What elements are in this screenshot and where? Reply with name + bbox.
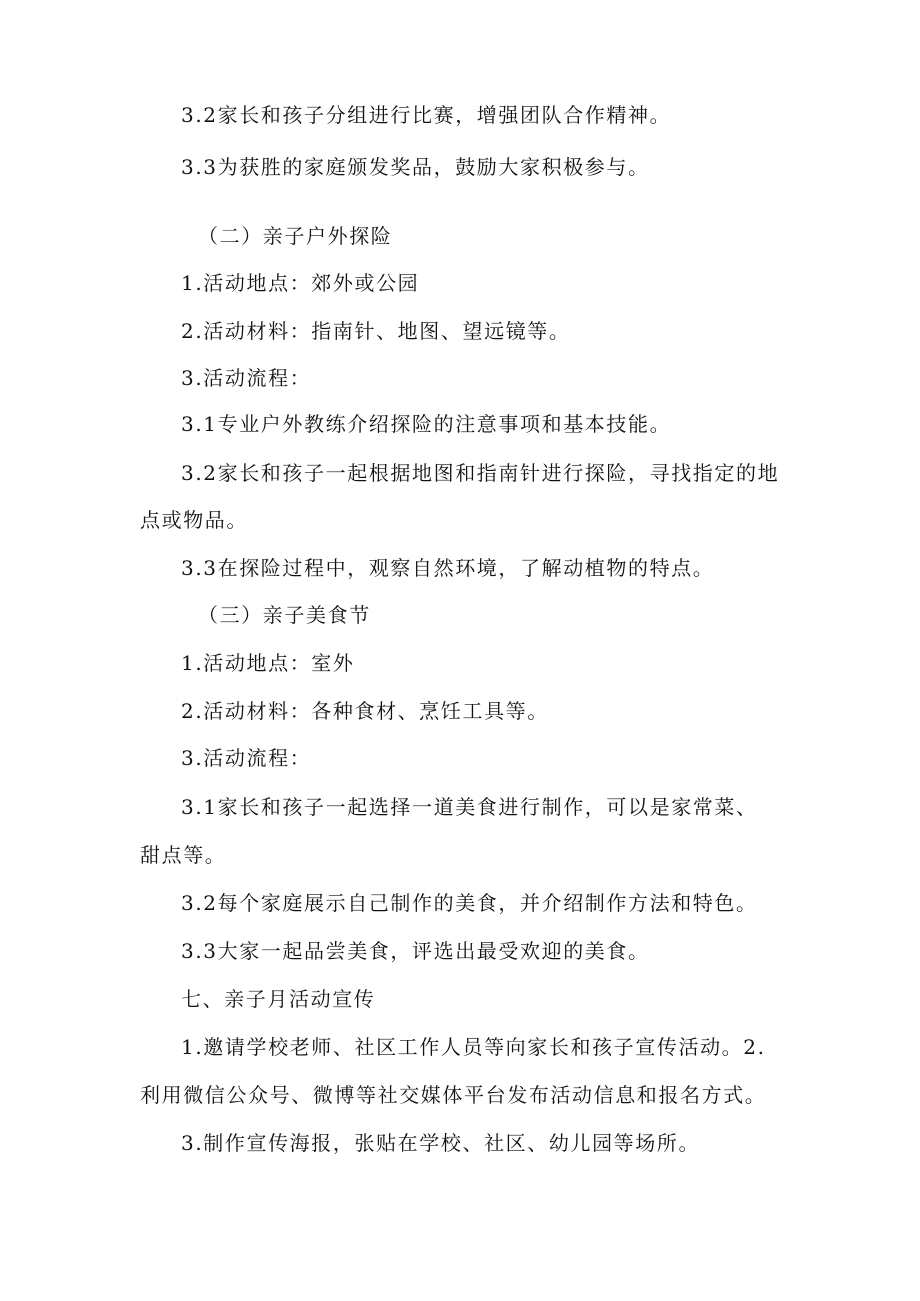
paragraph-line: 点或物品。 (140, 508, 248, 532)
paragraph-line: 1.邀请学校老师、社区工作人员等向家长和孩子宣传活动。2. (181, 1035, 766, 1059)
paragraph-line: 甜点等。 (140, 843, 227, 867)
paragraph-line: 3.活动流程： (181, 366, 312, 390)
paragraph-line: 3.3为获胜的家庭颁发奖品，鼓励大家积极参与。 (181, 155, 650, 179)
section-heading: 七、亲子月活动宣传 (181, 987, 376, 1011)
paragraph-line: 2.活动材料：各种食材、烹饪工具等。 (181, 699, 549, 723)
paragraph-line: 3.2家长和孩子一起根据地图和指南针进行探险，寻找指定的地 (181, 461, 780, 485)
paragraph-line: 2.活动材料：指南针、地图、望远镜等。 (181, 319, 571, 343)
paragraph-line: 1.活动地点：室外 (181, 651, 355, 675)
paragraph-line: 利用微信公众号、微博等社交媒体平台发布活动信息和报名方式。 (140, 1083, 767, 1107)
paragraph-line: 3.1家长和孩子一起选择一道美食进行制作，可以是家常菜、 (181, 795, 758, 819)
paragraph-line: 3.1专业户外教练介绍探险的注意事项和基本技能。 (181, 412, 672, 436)
paragraph-line: 1.活动地点：郊外或公园 (181, 271, 420, 295)
section-heading: （三）亲子美食节 (198, 603, 371, 627)
paragraph-line: 3.2每个家庭展示自己制作的美食，并介绍制作方法和特色。 (181, 891, 758, 915)
paragraph-line: 3.3在探险过程中，观察自然环境，了解动植物的特点。 (181, 556, 715, 580)
paragraph-line: 3.3大家一起品尝美食，评选出最受欢迎的美食。 (181, 939, 650, 963)
paragraph-line: 3.活动流程： (181, 746, 312, 770)
paragraph-line: 3.制作宣传海报，张贴在学校、社区、幼儿园等场所。 (181, 1131, 701, 1155)
section-heading: （二）亲子户外探险 (198, 224, 393, 248)
paragraph-line: 3.2家长和孩子分组进行比赛，增强团队合作精神。 (181, 103, 672, 127)
